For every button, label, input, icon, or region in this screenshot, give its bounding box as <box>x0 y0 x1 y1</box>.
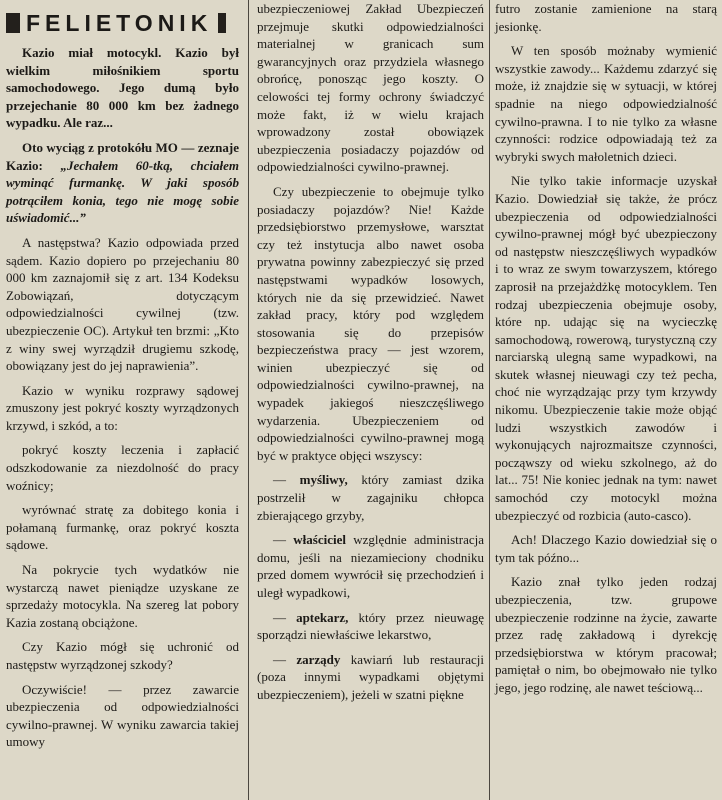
list-item <box>257 531 484 601</box>
page-title: FELIETONIK <box>26 9 213 36</box>
paragraph: Oczywiście! — przez zawarcie ubezpieczenia od odpowiedzialności cywilno-prawnej. W wyniku zawarcia takiej umowy <box>6 681 239 750</box>
keyword: właściciel <box>293 532 346 548</box>
paragraph: W ten sposób możnaby wymienić wszystkie zawody... Każdemu zdarzyć się może, iż znajdzie się w sytuacji, w której spadnie na niego odpowiedzialność cywilno-prawna. I to nie tylko za własne czynności: rodzice odpowiadają też za wybryki swych małoletnich dzieci. <box>495 43 717 164</box>
column-3 <box>492 0 720 800</box>
dash: — <box>273 609 297 625</box>
paragraph: Czy Kazio mógł się uchronić od następstw wyrządzonej szkody? <box>6 639 239 672</box>
list-item <box>257 471 484 524</box>
paragraph: Kazio miał motocykl. Kazio był wielkim miłośnikiem sportu samochodowego. Jego dumą było przejechanie 80 000 km bez żadnego wypadku. Ale raz... <box>6 45 239 131</box>
column-divider <box>248 0 249 800</box>
column-2 <box>254 0 487 800</box>
paragraph-lead: Oto wyciąg z protokółu MO — zeznaje Kazio: <box>6 139 239 173</box>
paragraph: Nie tylko takie informacje uzyskał Kazio. Dowiedział się także, że prócz ubezpieczenia od odpowiedzialności cywilno-prawnej mógł być ubezpieczony od następstw nieszczęśliwych wypadków i to wraz ze swym towarzyszem, którego zaprosił na przejażdżkę motocyklem. Ten rodzaj ubezpieczenia obejmuje osoby, które np. udając się na wycieczkę samochodową, rowerową, turystyczną czy narciarską ulegną same wypadkowi, na skutek własnej nieuwagi czy też pecha, choć nie wyrządzając przy tym krzywdy nikomu. Ubezpieczenie takie może objąć ludzi wszystkich zawodów i wykonujących najrozmaitsze czynności, począwszy od wieku szkolnego, aż do lat... 75! Nie koniec jednak na tym: nawet samochód czy motocykl można ubezpieczyć od rozbicia (auto-casco). <box>495 173 717 523</box>
dash: — <box>273 472 300 488</box>
paragraph: Ach! Dlaczego Kazio dowiedział się o tym tak późno... <box>495 532 717 565</box>
header-bar-left <box>6 13 20 33</box>
keyword: zarządy <box>296 651 341 667</box>
item-text: który zamiast dzika postrzelił w zagajniku chłopca zbierającego grzyby, <box>257 472 484 523</box>
paragraph <box>6 139 239 227</box>
column-divider <box>489 0 490 800</box>
dash: — <box>273 532 294 548</box>
paragraph: A następstwa? Kazio odpowiada przed sądem. Kazio dopiero po przejechaniu 80 000 km zaznajomił się z art. 134 Kodeksu Zobowiązań, dotyczącym odpowiedzialności cywilnej (tzw. ubezpieczenie OC). Artykuł ten brzmi: „Kto z winy swej wyrządził drugiemu szkodę, obowiązany jest do jej naprawienia”. <box>6 234 239 374</box>
keyword: myśliwy, <box>299 472 348 488</box>
list-item <box>257 609 484 644</box>
keyword: aptekarz, <box>296 609 349 625</box>
paragraph: Kazio w wyniku rozprawy sądowej zmuszony jest pokryć koszty wyrządzonych krzywd, i szkód, a to: <box>6 382 239 433</box>
item-text: względnie administracja domu, jeśli na niezamieciony chodniku przed domem wywrócił się przechodzień i uległ wypadkowi, <box>257 532 485 600</box>
paragraph: Czy ubezpieczenie to obejmuje tylko posiadaczy pojazdów? Nie! Każde przedsiębiorstwo przemysłowe, warsztat czy też instytucja albo nawet osoba prywatna powinny zabezpieczyć się przed następstwami wypadków losowych, których nie da się przewidzieć. Nawet zakład pracy, który pod względem stosowania się do przepisów bezpieczeństwa pracy — jest wzorem, winien ubezpieczyć się od odpowiedzialności cywilno-prawnej, na wypadek jakiegoś nieszczęśliwego wydarzenia. Ubezpieczeniem od odpowiedzialności cywilno-prawnej mogą być w praktyce objęci wszyscy: <box>257 183 484 463</box>
column-1 <box>4 0 243 800</box>
paragraph: Kazio znał tylko jeden rodzaj ubezpieczenia, tzw. grupowe ubezpieczenie rodzinne na życie, zawarte przez radę zakładową i dyrekcję przedsiębiorstwa w którym pracował; pamiętał o nim, bo obejmowało nie tylko jego, jego rodzinę, ale nawet teściową... <box>495 574 717 695</box>
header-bar-right <box>218 13 226 33</box>
item-text: kawiarń lub restauracji (poza innymi wypadkami objętymi ubezpieczeniem), jeżeli w szatni piękne <box>257 651 485 702</box>
paragraph: ubezpieczeniowej Zakład Ubezpieczeń przejmuje skutki odpowiedzialności materialnej w granicach sum gwarancyjnych oraz przydziela własnego obrońcę, ponosząc jego koszty. O celowości tej formy ochrony świadczyć może fakt, iż w wielu krajach wprowadzony został obowiązek ubezpieczenia posiadaczy pojazdów od odpowiedzialności cywilno-prawnej. <box>257 1 484 175</box>
paragraph: futro zostanie zamienione na starą jesionkę. <box>495 1 717 34</box>
list-item <box>257 651 484 704</box>
paragraph: pokryć koszty leczenia i zapłacić odszkodowanie za niezdolność do pracy woźnicy; <box>6 442 239 493</box>
item-text: który przez nieuwagę sporządzi niewłaściwe lekarstwo, <box>257 609 484 643</box>
paragraph: wyrównać stratę za dobitego konia i połamaną furmankę, oraz pokryć koszta sądowe. <box>6 502 239 553</box>
paragraph: Na pokrycie tych wydatków nie wystarczą nawet pieniądze uzyskane ze sprzedaży motocykla. Na szereg lat pobory Kazia zostaną obciążone. <box>6 562 239 630</box>
dash: — <box>273 651 297 667</box>
feuilleton-header <box>6 8 239 38</box>
quote: „Jechałem 60-tką, chciałem wyminąć furmankę. W jaki sposób potrąciłem konia, tego nie mogę sobie uświadomić...” <box>6 157 239 226</box>
